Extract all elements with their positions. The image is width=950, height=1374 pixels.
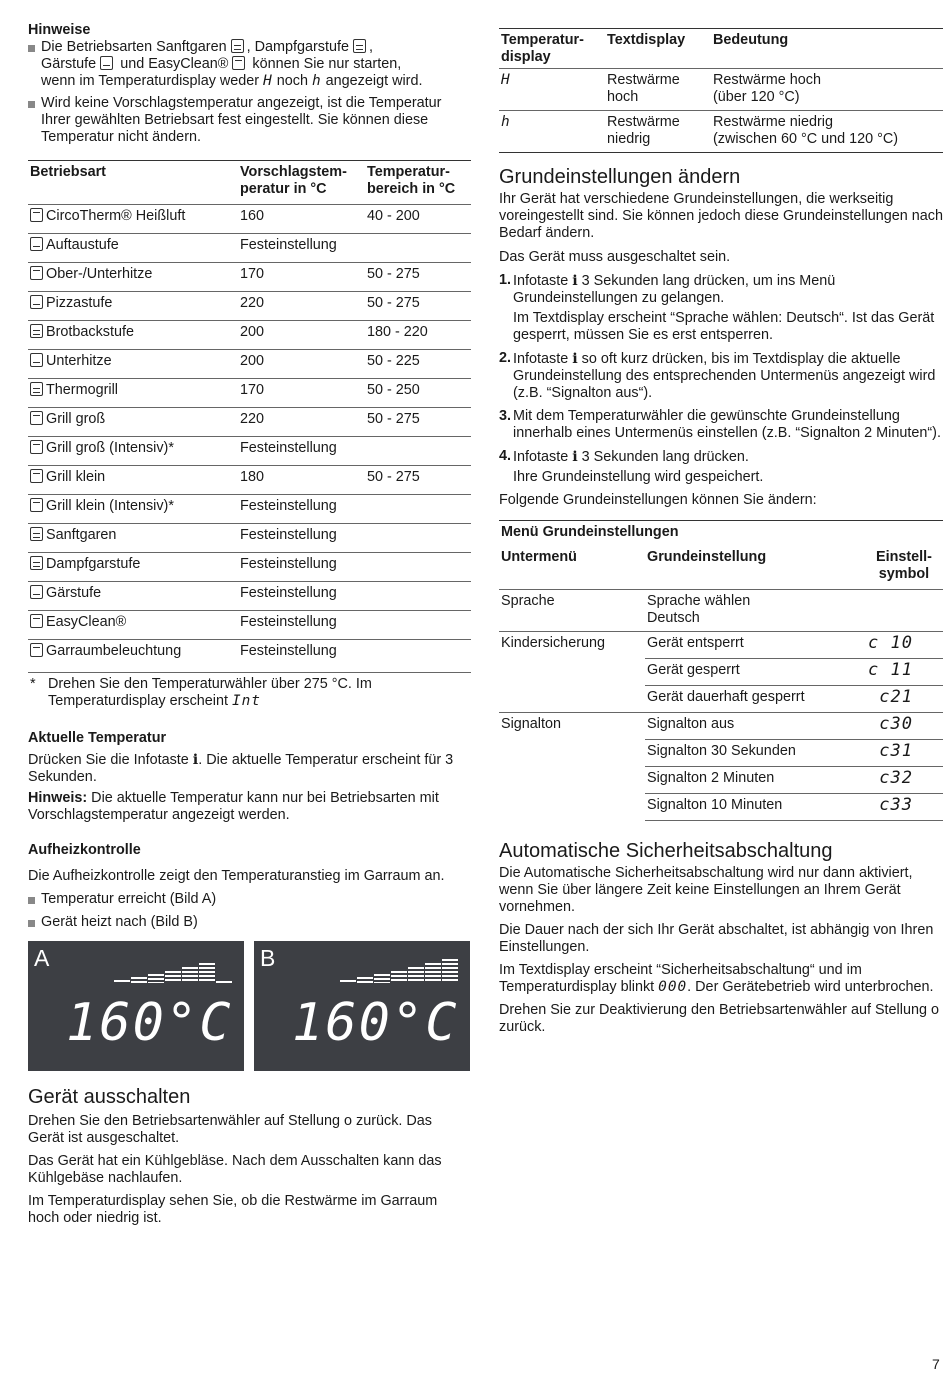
cell-vorschlag: 200 <box>238 350 365 379</box>
table-row <box>28 495 471 524</box>
table-row <box>499 590 943 632</box>
grund-p1: Ihr Gerät hat verschiedene Grundeinstellungen, die werkseitig voreingestellt sind. Sie können jedoch diese Grundeinstellungen nach Bedarf ändern. <box>499 191 944 241</box>
th-bedeutung: Bedeutung <box>713 32 789 48</box>
th-vorschlag: Vorschlagstem- peratur in °C <box>240 164 347 197</box>
cell-bedeutung: Restwärme hoch (über 120 °C) <box>711 69 943 111</box>
cell-betriebsart: Garraumbeleuchtung <box>28 640 238 669</box>
cell-einstellsymbol: c33 <box>863 794 943 821</box>
cell-betriebsart: Gärstufe <box>28 582 238 611</box>
betriebsart-icon <box>30 324 43 338</box>
cell-bereich: 50 - 275 <box>365 466 471 495</box>
betriebsart-icon <box>30 411 43 425</box>
table-row <box>499 686 943 713</box>
heat-bar <box>357 977 373 983</box>
cell-untermenue <box>499 794 645 821</box>
aufheiz-list <box>28 891 471 931</box>
betriebsart-icon <box>30 208 43 222</box>
table-row <box>499 659 943 686</box>
info-icon: i <box>572 272 578 289</box>
step-item: 3. Mit dem Temperaturwähler die gewünschte Grundeinstellung innerhalb eines Untermenüs einstellen (z.B. “Signalton 2 Minuten“). <box>499 408 941 441</box>
th-temperaturdisplay: Temperatur- display <box>501 32 584 65</box>
table-row <box>499 713 943 740</box>
th-grundeinstellung: Grundeinstellung <box>647 549 767 565</box>
sanftgaren-icon <box>231 39 244 53</box>
display-a-label: A <box>34 945 50 971</box>
cell-vorschlag: Festeinstellung <box>238 611 365 640</box>
display-b-label: B <box>260 945 276 971</box>
heat-bar <box>165 971 181 983</box>
cell-textdisplay: Restwärme niedrig <box>605 111 711 153</box>
betriebsart-icon <box>30 295 43 309</box>
grund-p3: Folgende Grundeinstellungen können Sie ändern: <box>499 492 817 508</box>
cell-bereich <box>365 234 471 263</box>
cell-einstellsymbol: c21 <box>863 686 943 713</box>
cell-bereich <box>365 495 471 524</box>
cell-vorschlag: Festeinstellung <box>238 640 365 669</box>
aufheiz-item-1: Temperatur erreicht (Bild A) <box>28 891 471 908</box>
cell-bereich: 180 - 220 <box>365 321 471 350</box>
heat-bar <box>374 974 390 983</box>
table-row <box>499 794 943 821</box>
hinweise-list <box>28 39 471 146</box>
table-row <box>499 632 943 659</box>
cell-untermenue: Signalton <box>499 713 645 740</box>
table-row <box>28 234 471 263</box>
cell-betriebsart: Sanftgaren <box>28 524 238 553</box>
cell-vorschlag: 160 <box>238 205 365 234</box>
cell-bereich <box>365 640 471 669</box>
table-row <box>28 466 471 495</box>
cell-textdisplay: Restwärme hoch <box>605 69 711 111</box>
display-a <box>28 941 244 1071</box>
grund-title: Grundeinstellungen ändern <box>499 166 741 188</box>
heat-bar <box>216 981 232 983</box>
cell-bereich: 50 - 225 <box>365 350 471 379</box>
info-icon: i <box>572 448 578 465</box>
cell-bereich <box>365 437 471 466</box>
cell-grundeinstellung: Sprache wählen Deutsch <box>645 590 863 632</box>
heat-bar <box>340 980 356 983</box>
table-row <box>499 111 943 153</box>
cell-grundeinstellung: Signalton 10 Minuten <box>645 794 863 821</box>
cell-untermenue <box>499 659 645 686</box>
display-figures <box>28 941 471 1079</box>
cell-grundeinstellung: Gerät gesperrt <box>645 659 863 686</box>
table-row <box>28 553 471 582</box>
betriebsart-icon <box>30 382 43 396</box>
cell-vorschlag: Festeinstellung <box>238 234 365 263</box>
display-a-temp: 160°C <box>66 993 233 1053</box>
betriebsart-icon <box>30 643 43 657</box>
table-row <box>28 524 471 553</box>
footnote: * Drehen Sie den Temperaturwähler über 275 °C. Im Temperaturdisplay erscheint Int <box>28 672 471 710</box>
cell-bereich <box>365 524 471 553</box>
table-row <box>28 292 471 321</box>
off-position-icon: o <box>930 1002 939 1018</box>
heat-bar <box>408 967 424 983</box>
table-header-row <box>499 29 943 69</box>
cell-betriebsart: Grill klein (Intensiv)* <box>28 495 238 524</box>
cell-betriebsart: Grill groß <box>28 408 238 437</box>
cell-betriebsart: Grill groß (Intensiv)* <box>28 437 238 466</box>
display-b <box>254 941 470 1071</box>
cell-betriebsart: Pizzastufe <box>28 292 238 321</box>
cell-betriebsart: EasyClean® <box>28 611 238 640</box>
table-row <box>28 582 471 611</box>
left-column <box>28 22 471 1227</box>
cell-bedeutung: Restwärme niedrig (zwischen 60 °C und 120 °C) <box>711 111 943 153</box>
step-item: 2. Infotaste i so oft kurz drücken, bis im Textdisplay die aktuelle Grundeinstellung des entsprechenden Untermenüs angezeigt wird (z.B. “Signalton aus“). <box>499 350 936 401</box>
cell-grundeinstellung: Gerät dauerhaft gesperrt <box>645 686 863 713</box>
auto-title: Automatische Sicherheitsabschaltung <box>499 840 833 862</box>
table-row <box>28 640 471 669</box>
step-item: 1. Infotaste i 3 Sekunden lang drücken, um ins Menü Grundeinstellungen zu gelangen. Im Textdisplay erscheint “Sprache wählen: Deutsch“. Ist das Gerät gesperrt, müssen Sie es erst entsperren. <box>499 272 935 343</box>
aktuelle-text: Drücken Sie die Infotaste i. Die aktuelle Temperatur erscheint für 3 Sekunden. <box>28 751 454 785</box>
grundeinstellungen-table <box>499 520 943 821</box>
cell-untermenue: Kindersicherung <box>499 632 645 659</box>
betriebsart-icon <box>30 469 43 483</box>
aufheiz-item-2: Gerät heizt nach (Bild B) <box>28 914 471 931</box>
cell-vorschlag: 220 <box>238 408 365 437</box>
heat-bar <box>131 977 147 983</box>
cell-bereich: 50 - 275 <box>365 408 471 437</box>
aufheiz-text: Die Aufheizkontrolle zeigt den Temperaturanstieg im Garraum an. <box>28 868 445 884</box>
heat-bar <box>114 980 130 983</box>
grund-steps <box>499 272 943 486</box>
cell-betriebsart: Grill klein <box>28 466 238 495</box>
cell-einstellsymbol: c 10 <box>863 632 943 659</box>
table-header-row <box>499 546 943 590</box>
table-row <box>28 205 471 234</box>
gaerstufe-icon <box>100 56 113 70</box>
table-header-row <box>28 161 471 205</box>
cell-betriebsart: Ober-/Unterhitze <box>28 263 238 292</box>
table-row <box>28 437 471 466</box>
ausschalten-p1: Drehen Sie den Betriebsartenwähler auf Stellung o zurück. Das Gerät ist ausgeschaltet. <box>28 1113 432 1146</box>
betriebsart-icon <box>30 498 43 512</box>
info-icon: i <box>192 751 199 768</box>
ausschalten-title: Gerät ausschalten <box>28 1086 191 1108</box>
restwaerme-table <box>499 28 943 153</box>
auto-p1: Die Automatische Sicherheitsabschaltung wird nur dann aktiviert, wenn Sie über längere Zeit keine Einstellungen an Ihrem Gerät vornehmen. <box>499 865 913 915</box>
cell-vorschlag: 200 <box>238 321 365 350</box>
cell-betriebsart: Thermogrill <box>28 379 238 408</box>
th-einstellsymbol: Einstell- symbol <box>876 549 932 582</box>
gs-caption: Menü Grundeinstellungen <box>501 524 679 540</box>
cell-untermenue <box>499 740 645 767</box>
table-row <box>499 767 943 794</box>
cell-einstellsymbol: c30 <box>863 713 943 740</box>
cell-untermenue: Sprache <box>499 590 645 632</box>
step-item: 4. Infotaste i 3 Sekunden lang drücken. Ihre Grundeinstellung wird gespeichert. <box>499 448 764 485</box>
th-bereich: Temperatur- bereich in °C <box>367 164 456 197</box>
th-betriebsart: Betriebsart <box>30 164 106 180</box>
cell-vorschlag: 170 <box>238 379 365 408</box>
table-row <box>28 263 471 292</box>
hinweise-title: Hinweise <box>28 22 91 38</box>
info-icon: i <box>572 350 578 367</box>
cell-betriebsart: Brotbackstufe <box>28 321 238 350</box>
cell-betriebsart: Unterhitze <box>28 350 238 379</box>
cell-bereich <box>365 553 471 582</box>
betriebsart-icon <box>30 614 43 628</box>
dampfgarstufe-icon <box>353 39 366 53</box>
heat-bar <box>391 971 407 983</box>
seg-H: H <box>263 73 273 89</box>
cell-grundeinstellung: Signalton 2 Minuten <box>645 767 863 794</box>
ausschalten-p3: Im Temperaturdisplay sehen Sie, ob die Restwärme im Garraum hoch oder niedrig ist. <box>28 1193 438 1226</box>
betriebsart-icon <box>30 353 43 367</box>
cell-einstellsymbol: c 11 <box>863 659 943 686</box>
cell-einstellsymbol: c32 <box>863 767 943 794</box>
cell-bereich <box>365 611 471 640</box>
grund-p2: Das Gerät muss ausgeschaltet sein. <box>499 249 731 265</box>
cell-vorschlag: Festeinstellung <box>238 553 365 582</box>
heat-bar <box>199 963 215 983</box>
seg-000: 000 <box>658 979 688 995</box>
table-row <box>28 611 471 640</box>
cell-untermenue <box>499 686 645 713</box>
cell-einstellsymbol <box>863 590 943 632</box>
cell-vorschlag: Festeinstellung <box>238 495 365 524</box>
seg-int: Int <box>231 693 261 709</box>
cell-grundeinstellung: Signalton aus <box>645 713 863 740</box>
th-textdisplay: Textdisplay <box>607 32 686 48</box>
right-column <box>499 22 943 1036</box>
off-position-icon: o <box>344 1113 353 1129</box>
betriebsart-icon <box>30 556 43 570</box>
cell-bereich: 40 - 200 <box>365 205 471 234</box>
seg-h: h <box>311 73 322 89</box>
cell-bereich: 50 - 275 <box>365 292 471 321</box>
cell-temperaturdisplay: h <box>499 111 605 153</box>
cell-vorschlag: Festeinstellung <box>238 437 365 466</box>
ausschalten-p2: Das Gerät hat ein Kühlgebläse. Nach dem Ausschalten kann das Kühlgebäse nachlaufen. <box>28 1153 442 1186</box>
cell-bereich: 50 - 250 <box>365 379 471 408</box>
betriebsart-icon <box>30 237 43 251</box>
auto-p4: Drehen Sie zur Deaktivierung den Betriebsartenwähler auf Stellung o zurück. <box>499 1002 939 1035</box>
easyclean-icon <box>232 56 245 70</box>
heat-bar <box>182 967 198 983</box>
heat-bar <box>148 974 164 983</box>
cell-grundeinstellung: Signalton 30 Sekunden <box>645 740 863 767</box>
table-row <box>28 350 471 379</box>
page-number: 7 <box>932 1356 940 1372</box>
betriebsart-icon <box>30 585 43 599</box>
betriebsart-icon <box>30 266 43 280</box>
hinweise-item-2: Wird keine Vorschlagstemperatur angezeigt, ist die Temperatur Ihrer gewählten Betriebsart fest eingestellt. Sie können diese Temperatur nicht ändern. <box>28 95 471 146</box>
table-row <box>499 740 943 767</box>
cell-vorschlag: 170 <box>238 263 365 292</box>
table-row <box>28 379 471 408</box>
cell-vorschlag: Festeinstellung <box>238 582 365 611</box>
cell-betriebsart: Auftaustufe <box>28 234 238 263</box>
cell-betriebsart: CircoTherm® Heißluft <box>28 205 238 234</box>
betriebsart-table <box>28 160 471 668</box>
aktuelle-hinweis: Hinweis: Die aktuelle Temperatur kann nur bei Betriebsarten mit Vorschlagstemperatur angezeigt werden. <box>28 790 439 823</box>
aufheiz-title: Aufheizkontrolle <box>28 842 141 858</box>
aktuelle-title: Aktuelle Temperatur <box>28 730 167 746</box>
heat-bar <box>425 963 441 983</box>
cell-bereich <box>365 582 471 611</box>
cell-betriebsart: Dampfgarstufe <box>28 553 238 582</box>
heat-bar <box>442 959 458 983</box>
cell-vorschlag: 220 <box>238 292 365 321</box>
cell-vorschlag: 180 <box>238 466 365 495</box>
display-b-temp: 160°C <box>292 993 459 1053</box>
table-row <box>28 408 471 437</box>
th-untermenue: Untermenü <box>501 549 577 565</box>
table-row <box>28 321 471 350</box>
cell-einstellsymbol: c31 <box>863 740 943 767</box>
cell-untermenue <box>499 767 645 794</box>
cell-bereich: 50 - 275 <box>365 263 471 292</box>
hinweise-item-1: Die Betriebsarten Sanftgaren , Dampfgarstufe , Gärstufe und EasyClean® können Sie nur starten, wenn im Temperaturdisplay weder H noch h angezeigt wird. <box>28 39 471 90</box>
betriebsart-icon <box>30 527 43 541</box>
cell-temperaturdisplay: H <box>499 69 605 111</box>
cell-vorschlag: Festeinstellung <box>238 524 365 553</box>
cell-grundeinstellung: Gerät entsperrt <box>645 632 863 659</box>
table-row <box>499 69 943 111</box>
auto-p2: Die Dauer nach der sich Ihr Gerät abschaltet, ist abhängig von Ihren Einstellungen. <box>499 922 934 955</box>
betriebsart-icon <box>30 440 43 454</box>
auto-p3: Im Textdisplay erscheint “Sicherheitsabschaltung“ und im Temperaturdisplay blinkt 000. Der Gerätebetrieb wird unterbrochen. <box>499 962 934 995</box>
